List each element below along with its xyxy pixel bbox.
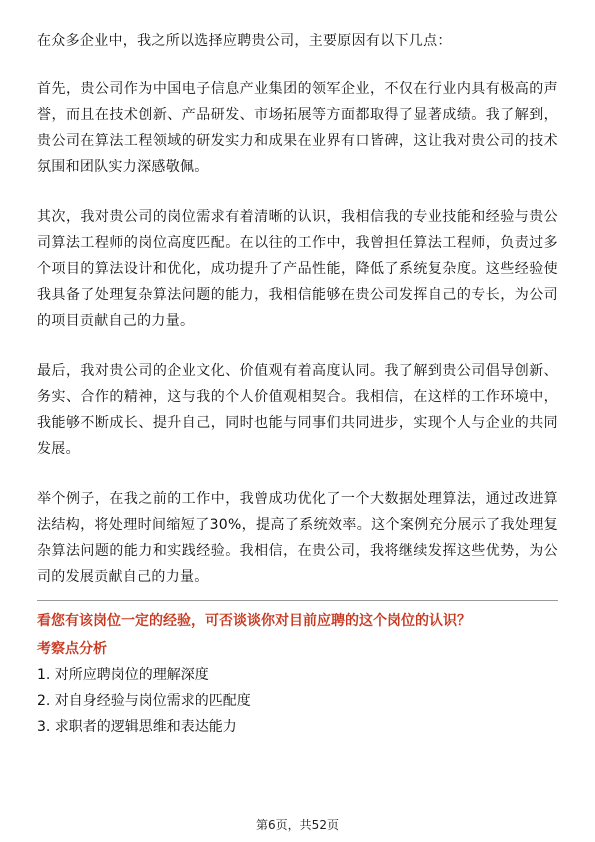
- analysis-point-list: [37, 663, 558, 740]
- answer-paragraph-1: 首先，贵公司作为中国电子信息产业集团的领军企业，不仅在行业内具有极高的声誉，而且在技术创新、产品研发、市场拓展等方面都取得了显著成绩。我了解到，贵公司在算法工程领域的研发实力和成果在业界有口皆碑，这让我对贵公司的技术氛围和团队实力深感敬佩。: [37, 81, 558, 175]
- answer-paragraph-4: 举个例子，在我之前的工作中，我曾成功优化了一个大数据处理算法，通过改进算法结构，将处理时间缩短了30%，提高了系统效率。这个案例充分展示了我处理复杂算法问题的能力和实践经验。我相信，在贵公司，我将继续发挥这些优势，为公司的发展贡献自己的力量。: [37, 491, 558, 585]
- answer-intro: 在众多企业中，我之所以选择应聘贵公司，主要原因有以下几点：: [37, 33, 452, 49]
- interview-question: 看您有该岗位一定的经验，可否谈谈你对目前应聘的这个岗位的认识？: [37, 613, 471, 629]
- analysis-heading: 考察点分析: [37, 641, 107, 657]
- document-page: [37, 28, 558, 741]
- answer-paragraph-3: 最后，我对贵公司的企业文化、价值观有着高度认同。我了解到贵公司倡导创新、务实、合作的精神，这与我的个人价值观相契合。我相信，在这样的工作环境中，我能够不断成长、提升自己，同时也能与同事们共同进步，实现个人与企业的共同发展。: [37, 363, 558, 457]
- analysis-point: 2. 对自身经验与岗位需求的匹配度: [37, 693, 251, 709]
- answer-paragraph-2: 其次，我对贵公司的岗位需求有着清晰的认识，我相信我的专业技能和经验与贵公司算法工程师的岗位高度匹配。在以往的工作中，我曾担任算法工程师，负责过多个项目的算法设计和优化，成功提升了产品性能，降低了系统复杂度。这些经验使我具备了处理复杂算法问题的能力，我相信能够在贵公司发挥自己的专长，为公司的项目贡献自己的力量。: [37, 209, 558, 329]
- analysis-point: 3. 求职者的逻辑思维和表达能力: [37, 719, 237, 735]
- section-divider: [37, 600, 558, 601]
- analysis-point: 1. 对所应聘岗位的理解深度: [37, 667, 209, 683]
- page-number-footer: 第6页，共52页: [256, 818, 339, 832]
